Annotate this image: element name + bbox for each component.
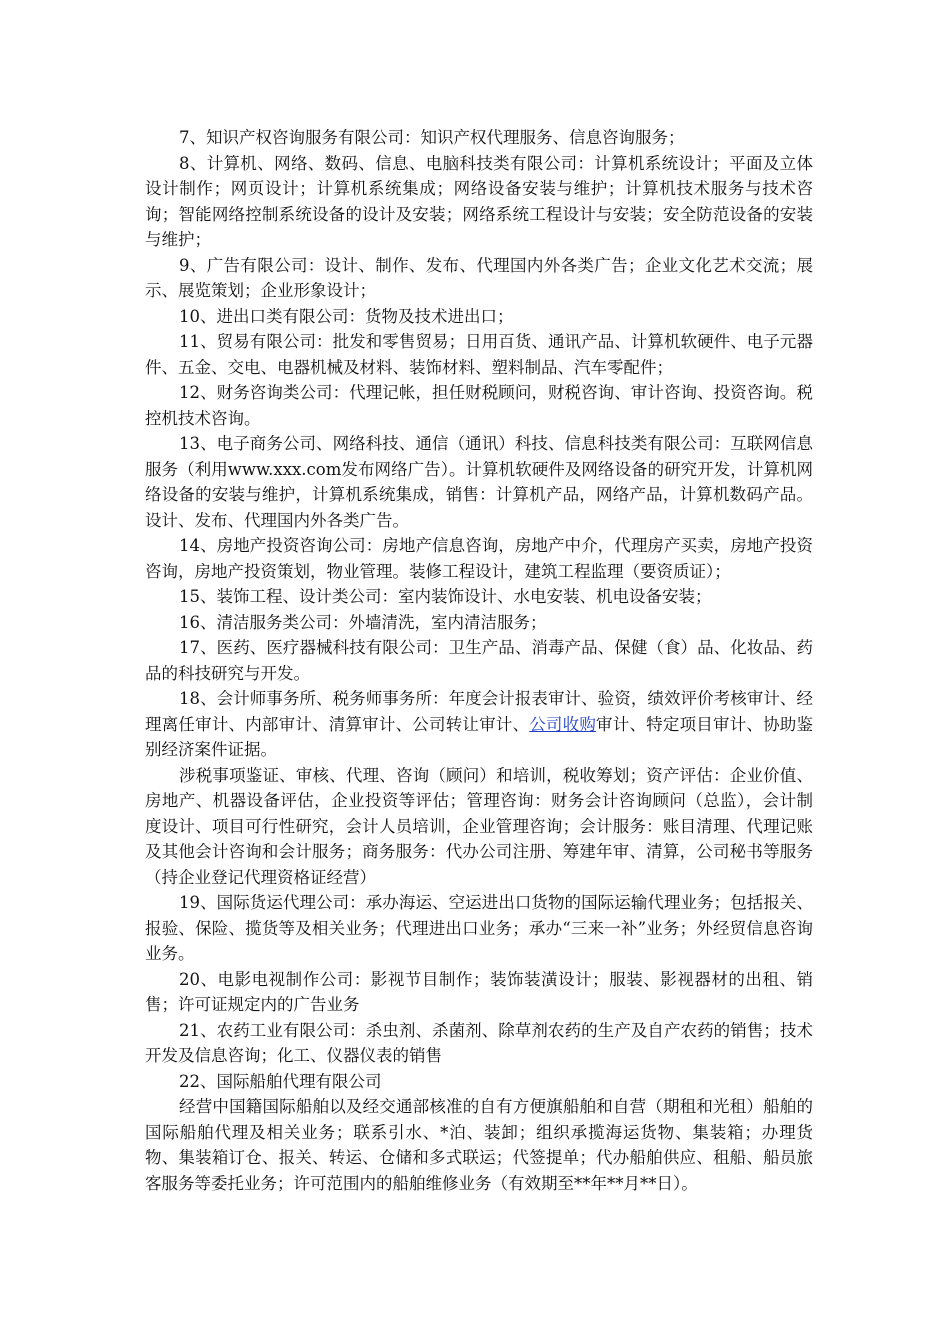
paragraph-10: 10、进出口类有限公司：货物及技术进出口； <box>179 306 514 326</box>
paragraph-8: 8、计算机、网络、数码、信息、电脑科技类有限公司：计算机系统设计；平面及立体设计制作；网页设计；计算机系统集成；网络设备安装与维护；计算机技术服务与技术咨询；智能网络控制系统设备的设计及安装；网络系统工程设计与安装；安全防范设备的安装与维护； <box>145 153 813 249</box>
paragraph-19: 19、国际货运代理公司：承办海运、空运进出口货物的国际运输代理业务；包括报关、报验、保险、揽货等及相关业务；代理进出口业务；承办“三来一补”业务；外经贸信息咨询业务。 <box>145 893 813 963</box>
paragraph-18-text-after: 审计、特定项目审计、协助鉴别经济案件证据。 <box>145 714 814 759</box>
paragraph-21: 21、农药工业有限公司：杀虫剂、杀菌剂、除草剂农药的生产及自产农药的销售；技术开发及信息咨询；化工、仪器仪表的销售 <box>145 1020 813 1065</box>
paragraph-22-heading: 22、国际船舶代理有限公司 <box>179 1071 382 1091</box>
document-body <box>145 125 813 1196</box>
paragraph-11: 11、贸易有限公司：批发和零售贸易；日用百货、通讯产品、计算机软硬件、电子元器件、五金、交电、电器机械及材料、装饰材料、塑料制品、汽车零配件； <box>145 332 813 377</box>
company-acquisition-link[interactable]: 公司收购 <box>529 714 597 734</box>
paragraph-18 <box>145 686 813 763</box>
paragraph-22-body: 经营中国籍国际船舶以及经交通部核准的自有方便旗船舶和自营（期租和光租）船舶的国际船舶代理及相关业务；联系引水、*泊、装卸；组织承揽海运货物、集装箱；办理货物、集装箱订仓、报关、转运、仓储和多式联运；代签提单；代办船舶供应、租船、船员旅客服务等委托业务；许可范围内的船舶维修业务（有效期至**年**月**日）。 <box>145 1097 813 1193</box>
paragraph-14: 14、房地产投资咨询公司：房地产信息咨询，房地产中介，代理房产买卖，房地产投资咨询，房地产投资策划，物业管理。装修工程设计，建筑工程监理（要资质证）； <box>145 536 813 581</box>
paragraph-9: 9、广告有限公司：设计、制作、发布、代理国内外各类广告；企业文化艺术交流；展示、展览策划；企业形象设计； <box>145 255 813 300</box>
paragraph-13: 13、电子商务公司、网络科技、通信（通讯）科技、信息科技类有限公司：互联网信息服务（利用www.xxx.com发布网络广告）。计算机软硬件及网络设备的研究开发，计算机网络设备的安装与维护，计算机系统集成，销售：计算机产品，网络产品，计算机数码产品。设计、发布、代理国内外各类广告。 <box>145 434 813 530</box>
paragraph-15: 15、装饰工程、设计类公司：室内装饰设计、水电安装、机电设备安装； <box>179 587 712 606</box>
paragraph-20: 20、电影电视制作公司：影视节目制作；装饰装潢设计；服装、影视器材的出租、销售；许可证规定内的广告业务 <box>145 969 813 1014</box>
paragraph-16: 16、清洁服务类公司：外墙清洗，室内清洁服务； <box>179 612 547 632</box>
paragraph-18-text-before: 18、会计师事务所、税务师事务所：年度会计报表审计、验资，绩效评价考核审计、经理离任审计、内部审计、清算审计、公司转让审计、 <box>145 689 813 734</box>
paragraph-17: 17、医药、医疗器械科技有限公司：卫生产品、消毒产品、保健（食）品、化妆品、药品的科技研究与开发。 <box>145 638 813 683</box>
paragraph-12: 12、财务咨询类公司：代理记帐，担任财税顾问，财税咨询、审计咨询、投资咨询。税控机技术咨询。 <box>145 383 813 428</box>
paragraph-7: 7、知识产权咨询服务有限公司：知识产权代理服务、信息咨询服务； <box>179 128 685 147</box>
paragraph-18-continued: 涉税事项鉴证、审核、代理、咨询（顾问）和培训，税收筹划；资产评估：企业价值、房地产、机器设备评估，企业投资等评估；管理咨询：财务会计咨询顾问（总监），会计制度设计、项目可行性研究，会计人员培训，企业管理咨询；会计服务：账目清理、代理记账及其他会计咨询和会计服务；商务服务：代办公司注册、筹建年审、清算，公司秘书等服务（持企业登记代理资格证经营） <box>145 765 813 887</box>
